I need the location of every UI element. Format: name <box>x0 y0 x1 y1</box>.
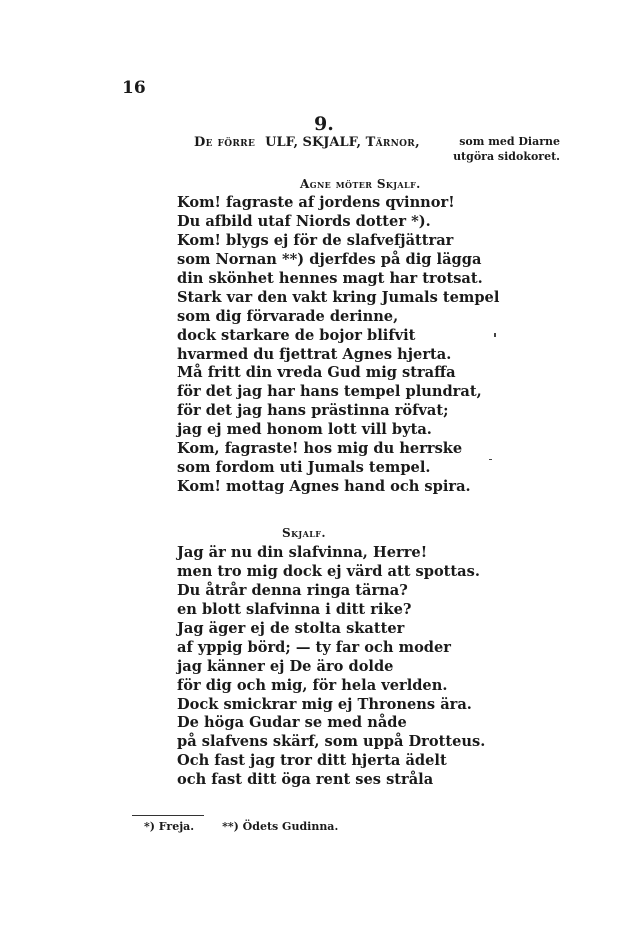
verse-line: Jag äger ej de stolta skatter <box>177 619 405 637</box>
footnote-odets-gudinna: **) Ödets Gudinna. <box>222 820 339 833</box>
verse-agne <box>177 194 499 497</box>
verse-line: Du åtrår denna ringa tärna? <box>177 581 408 599</box>
cast-diarne: som med Diarne <box>459 135 560 148</box>
section-number: 9. <box>314 113 334 135</box>
verse-line: för dig och mig, för hela verlden. <box>177 676 448 694</box>
verse-line: Må fritt din vreda Gud mig straffa <box>177 364 456 382</box>
cast-persons-prefix: De förre <box>194 135 256 150</box>
verse-line: Och fast jag tror ditt hjerta ädelt <box>177 752 447 770</box>
scan-speck <box>494 333 496 337</box>
verse-line: en blott slafvinna i ditt rike? <box>177 600 412 618</box>
verse-line: Stark var den vakt kring Jumals tempel <box>177 288 500 306</box>
verse-line: Kom, fagraste! hos mig du herrske <box>177 440 463 458</box>
verse-line: Jag är nu din slafvinna, Herre! <box>177 544 428 561</box>
cast-sidokoret: utgöra sidokoret. <box>453 150 560 163</box>
footnotes <box>144 820 338 833</box>
verse-line: Kom! blygs ej för de slafvefjättrar <box>177 231 454 249</box>
verse-line: De höga Gudar se med nåde <box>177 714 407 732</box>
verse-line: Kom! fagraste af jordens qvinnor! <box>177 194 455 211</box>
verse-line: Dock smickrar mig ej Thronens ära. <box>177 695 472 713</box>
verse-line: jag känner ej De äro dolde <box>177 657 394 675</box>
verse-line: Du afbild utaf Niords dotter *). <box>177 212 431 230</box>
speaker-heading-agne: Agne möter Skjalf. <box>300 177 421 191</box>
verse-line: dock starkare de bojor blifvit <box>177 326 416 344</box>
verse-line: på slafvens skärf, som uppå Drotteus. <box>177 733 486 751</box>
verse-line: som dig förvarade derinne, <box>177 307 399 325</box>
verse-line: som fordom uti Jumals tempel. <box>177 459 431 477</box>
verse-line: för det jag har hans tempel plundrat, <box>177 383 482 401</box>
speaker-heading-skjalf: Skjalf. <box>282 526 326 540</box>
cast-tarnor: Tärnor, <box>365 135 420 150</box>
verse-line: Kom! mottag Agnes hand och spira. <box>177 478 471 496</box>
verse-line: af yppig börd; — ty far och moder <box>177 638 451 656</box>
cast-line <box>194 135 420 150</box>
footnote-freja: *) Freja. <box>144 820 195 833</box>
verse-line: som Nornan **) djerfdes på dig lägga <box>177 250 482 268</box>
scan-speck <box>489 459 492 460</box>
verse-line: hvarmed du fjettrat Agnes hjerta. <box>177 345 452 363</box>
verse-skjalf <box>177 544 485 790</box>
verse-line: jag ej med honom lott vill byta. <box>177 421 432 439</box>
verse-line: och fast ditt öga rent ses stråla <box>177 771 434 789</box>
verse-line: din skönhet hennes magt har trotsat. <box>177 269 483 287</box>
page-number: 16 <box>122 78 146 98</box>
cast-persons: ULF, SKJALF, <box>265 135 362 150</box>
verse-line: för det jag hans prästinna röfvat; <box>177 402 449 420</box>
footnote-divider <box>132 815 204 816</box>
verse-line: men tro mig dock ej värd att spottas. <box>177 562 480 580</box>
